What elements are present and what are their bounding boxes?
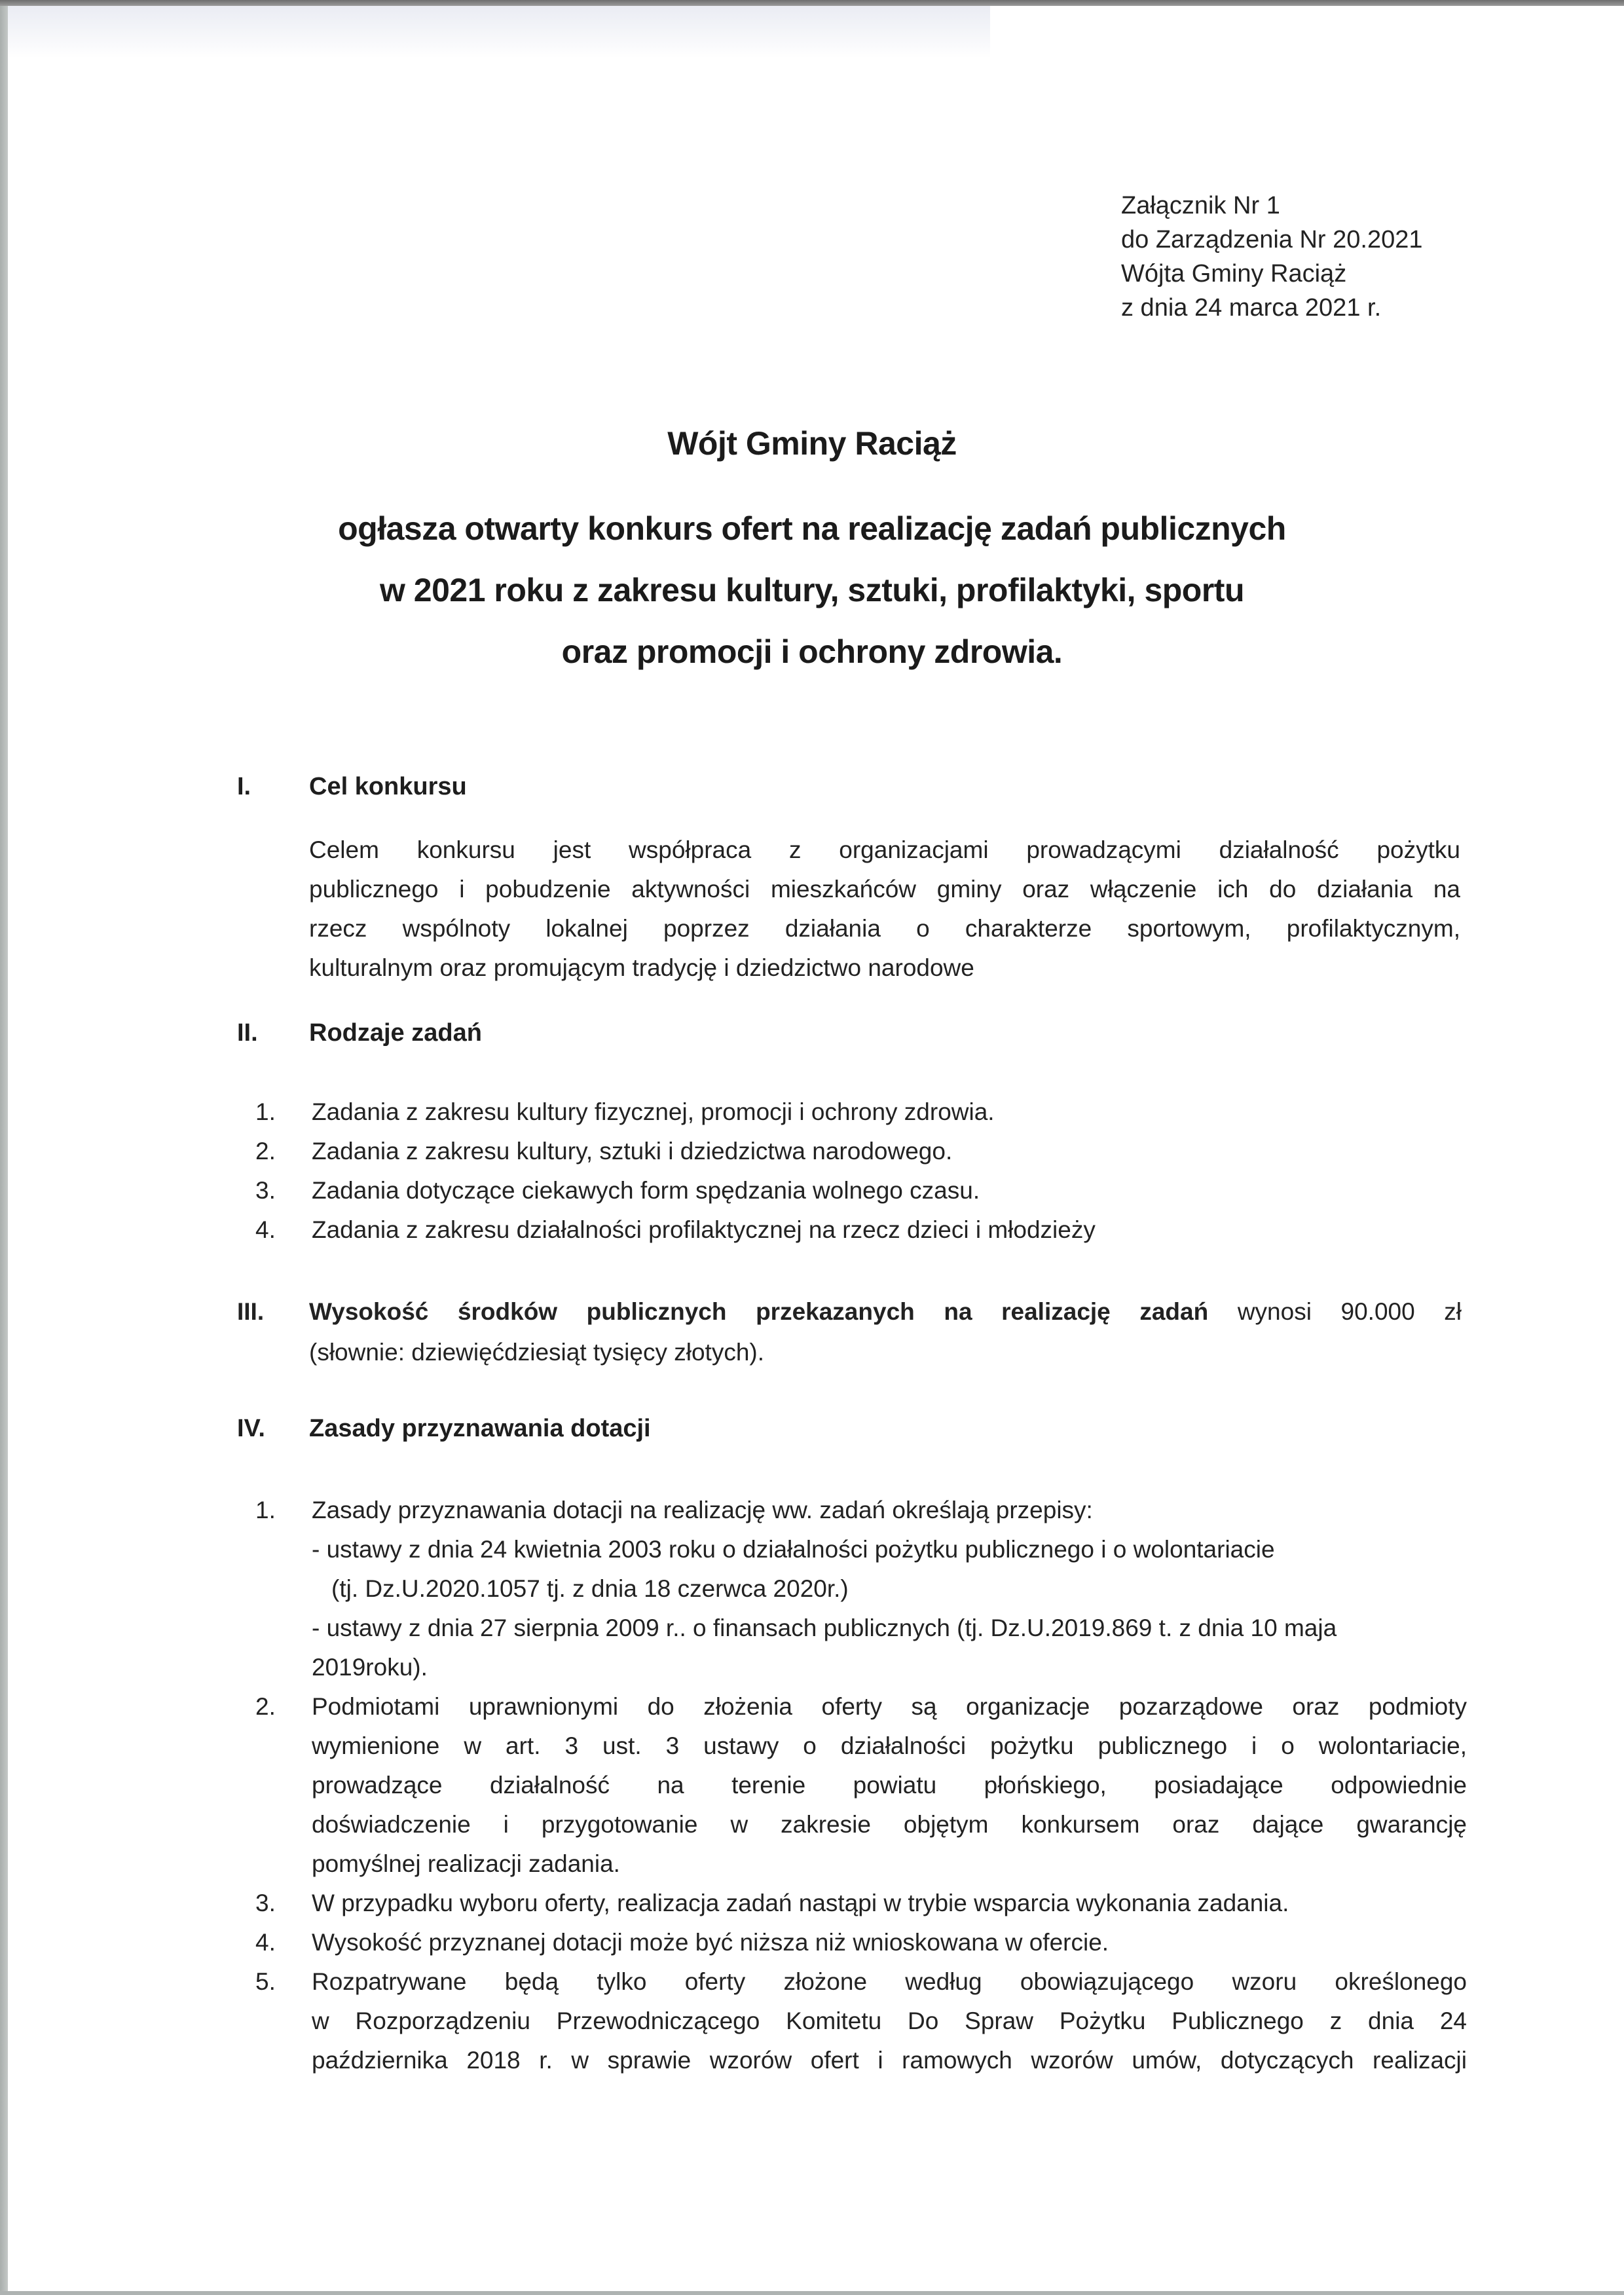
law-reference: - ustawy z dnia 27 sierpnia 2009 r.. o finansach publicznych (tj. Dz.U.2019.869 t. z dnia 10 maja [312, 1614, 1337, 1641]
funding-bold-text: Wysokość środków publicznych przekazanych na realizację zadań [309, 1298, 1209, 1325]
issuer-title: Wójt Gminy Raciąż [667, 425, 957, 462]
grant-rules-list [255, 1491, 1467, 2080]
item-text: października 2018 r. w sprawie wzorów ofert i ramowych wzorów umów, dotyczących realizacji [312, 2047, 1467, 2074]
item-text: pomyślnej realizacji zadania. [312, 1850, 620, 1877]
item-number: 5. [255, 1968, 276, 1995]
item-text: Podmiotami uprawnionymi do złożenia oferty są organizacje pozarządowe oraz podmioty [312, 1693, 1467, 1720]
list-item [255, 1923, 1467, 1962]
item-text: doświadczenie i przygotowanie w zakresie objętym konkursem oraz dające gwarancję [312, 1811, 1467, 1838]
section-number: IV. [237, 1415, 265, 1442]
section-number: III. [237, 1298, 265, 1325]
item-number: 3. [255, 1177, 276, 1204]
item-text: Zadania z zakresu kultury fizycznej, promocji i ochrony zdrowia. [312, 1098, 995, 1125]
section-title: Cel konkursu [309, 773, 467, 800]
law-reference: (tj. Dz.U.2020.1057 tj. z dnia 18 czerwca 2020r.) [331, 1575, 849, 1602]
funding-amount-in-words: (słownie: dziewięćdziesiąt tysięcy złotych). [309, 1339, 765, 1366]
list-item [255, 1210, 1467, 1250]
law-reference: 2019roku). [312, 1654, 428, 1681]
list-item [255, 1092, 1467, 1132]
item-text: wymienione w art. 3 ust. 3 ustawy o działalności pożytku publicznego i o wolontariacie, [312, 1732, 1467, 1759]
item-text: Wysokość przyznanej dotacji może być niższa niż wnioskowana w ofercie. [312, 1929, 1109, 1956]
funding-line [309, 1292, 1462, 1332]
item-number: 1. [255, 1098, 276, 1125]
item-number: 1. [255, 1497, 276, 1523]
item-number: 3. [255, 1890, 276, 1916]
paragraph-line: publicznego i pobudzenie aktywności mieszkańców gminy oraz włączenie ich do działania na [309, 876, 1460, 903]
item-text: w Rozporządzeniu Przewodniczącego Komitetu Do Spraw Pożytku Publicznego z dnia 24 [312, 2007, 1467, 2034]
item-text: Rozpatrywane będą tylko oferty złożone według obowiązującego wzoru określonego [312, 1968, 1467, 1995]
item-text: Zadania z zakresu działalności profilaktycznej na rzecz dzieci i młodzieży [312, 1216, 1096, 1243]
item-number: 2. [255, 1693, 276, 1720]
list-item [255, 1491, 1467, 1687]
item-text: prowadzące działalność na terenie powiatu płońskiego, posiadające odpowiednie [312, 1772, 1467, 1799]
funding-amount: wynosi 90.000 zł [1237, 1298, 1462, 1325]
section-title: Rodzaje zadań [309, 1019, 482, 1047]
annex-line: z dnia 24 marca 2021 r. [1121, 294, 1382, 322]
task-types-list [255, 1092, 1467, 1250]
headline-line: ogłasza otwarty konkurs ofert na realizację zadań publicznych [338, 510, 1286, 547]
list-item [255, 1687, 1467, 1884]
item-number: 2. [255, 1138, 276, 1165]
list-item [255, 1884, 1467, 1923]
annex-header [1121, 189, 1423, 325]
paragraph-line: Celem konkursu jest współpraca z organizacjami prowadzącymi działalność pożytku [309, 836, 1460, 863]
section-title: Zasady przyznawania dotacji [309, 1415, 651, 1442]
item-text: Zadania z zakresu kultury, sztuki i dziedzictwa narodowego. [312, 1138, 953, 1165]
annex-line: Wójta Gminy Raciąż [1121, 260, 1347, 288]
item-number: 4. [255, 1929, 276, 1956]
annex-line: do Zarządzenia Nr 20.2021 [1121, 226, 1423, 253]
item-text: Zadania dotyczące ciekawych form spędzania wolnego czasu. [312, 1177, 980, 1204]
list-item [255, 1132, 1467, 1171]
law-reference: - ustawy z dnia 24 kwietnia 2003 roku o działalności pożytku publicznego i o wolontariacie [312, 1536, 1275, 1563]
paragraph-line: kulturalnym oraz promującym tradycję i dziedzictwo narodowe [309, 954, 974, 981]
section-number: II. [237, 1019, 258, 1047]
headline-line: w 2021 roku z zakresu kultury, sztuki, profilaktyki, sportu [380, 572, 1244, 608]
headline-line: oraz promocji i ochrony zdrowia. [561, 633, 1063, 670]
paragraph-line: rzecz wspólnoty lokalnej poprzez działania o charakterze sportowym, profilaktycznym, [309, 915, 1460, 942]
item-text: Zasady przyznawania dotacji na realizację ww. zadań określają przepisy: [312, 1497, 1093, 1523]
list-item [255, 1962, 1467, 2080]
annex-line: Załącznik Nr 1 [1121, 192, 1280, 219]
section-number: I. [237, 773, 251, 800]
list-item [255, 1171, 1467, 1210]
goal-paragraph [309, 830, 1460, 988]
funding-text [309, 1292, 1462, 1373]
item-text: W przypadku wyboru oferty, realizacja zadań nastąpi w trybie wsparcia wykonania zadania. [312, 1890, 1289, 1916]
item-number: 4. [255, 1216, 276, 1243]
announcement-headline [0, 498, 1624, 682]
